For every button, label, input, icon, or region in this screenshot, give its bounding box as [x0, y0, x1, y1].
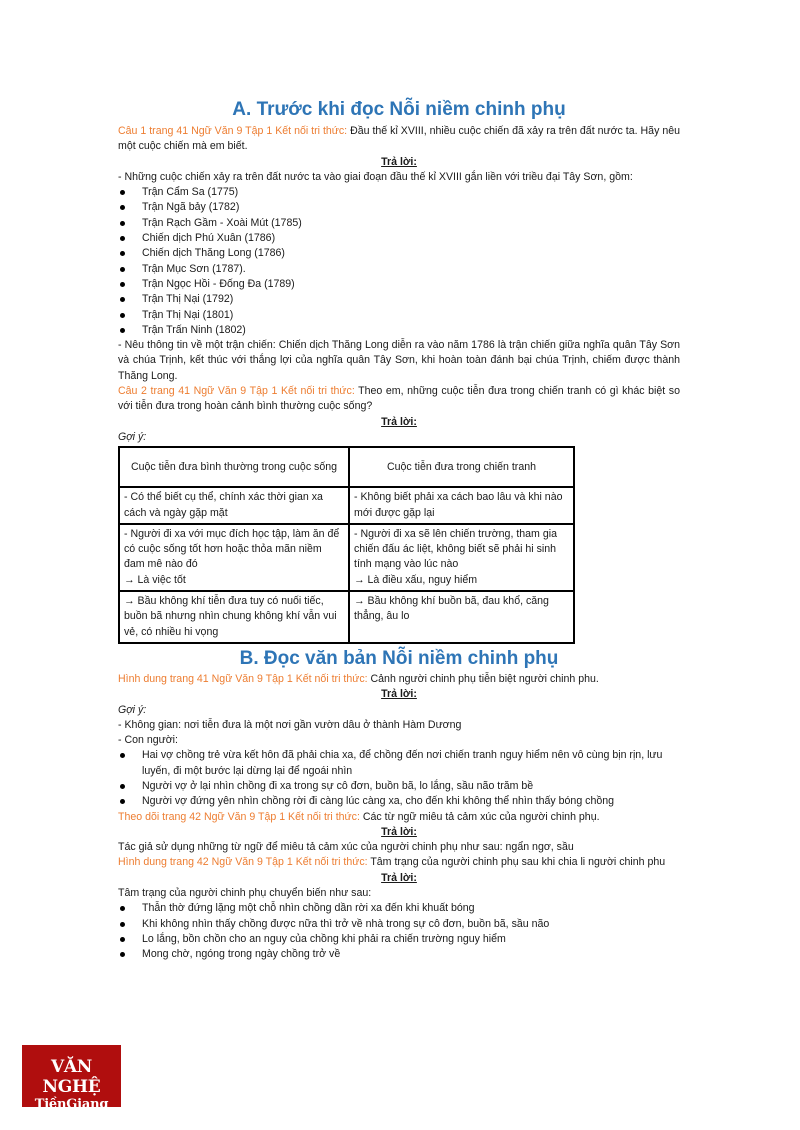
list-item: Hai vợ chồng trẻ vừa kết hôn đã phải chia xa, để chồng đến nơi chiến tranh nguy hiểm nên vô cùng bịn rịn, lưu luyến, đi một bước lại dừng lại để ngoái nhìn	[118, 748, 680, 779]
people-list	[118, 748, 680, 809]
question-2	[118, 384, 680, 415]
question-2-label: Câu 2 trang 41 Ngữ Văn 9 Tập 1 Kết nối tri thức:	[118, 385, 355, 398]
table-header: Cuộc tiễn đưa trong chiến tranh	[349, 447, 574, 487]
list-item: Trận Ngã bảy (1782)	[118, 200, 680, 215]
question-4-text: Các từ ngữ miêu tả cảm xúc của người chinh phụ.	[359, 810, 600, 823]
list-item: Khi không nhìn thấy chồng được nữa thì trở về nhà trong sự cô đơn, buồn bã, sầu não	[118, 917, 680, 932]
hint-label: Gợi ý:	[118, 703, 147, 716]
list-item: Trận Ngọc Hồi - Đống Đa (1789)	[118, 277, 680, 292]
section-b-title: B. Đọc văn bản Nỗi niềm chinh phụ	[239, 647, 559, 669]
hint-label: Gợi ý:	[118, 430, 147, 443]
question-3	[118, 672, 680, 687]
question-5	[118, 855, 680, 870]
answer-label: Trả lời:	[381, 825, 417, 838]
document-page	[118, 96, 680, 963]
list-item: Mong chờ, ngóng trong ngày chồng trở về	[118, 947, 680, 962]
table-header: Cuộc tiễn đưa bình thường trong cuộc sống	[119, 447, 349, 487]
logo	[22, 1045, 121, 1112]
answer-5-intro: Tâm trạng của người chinh phụ chuyển biến như sau:	[118, 887, 372, 900]
table-cell: - Người đi xa với mục đích học tập, làm ăn để có cuộc sống tốt hơn hoặc thỏa mãn niềm đam mê nào đó → Là việc tốt	[119, 524, 349, 591]
question-4-label: Theo dõi trang 42 Ngữ Văn 9 Tập 1 Kết nối tri thức:	[118, 810, 360, 823]
people-intro: - Con người:	[118, 734, 178, 747]
mood-list	[118, 901, 680, 962]
answer-4: Tác giả sử dụng những từ ngữ để miêu tả cảm xúc của người chinh phụ như sau: ngẩn ngơ, sầu	[118, 841, 574, 854]
table-cell: → Bầu không khí tiễn đưa tuy có nuối tiếc, buồn bã nhưng nhìn chung không khí vẫn vui vẻ, có nhiều hi vọng	[119, 591, 349, 643]
table-cell: - Không biết phải xa cách bao lâu và khi nào mới được gặp lại	[349, 487, 574, 524]
question-5-label: Hình dung trang 42 Ngữ Văn 9 Tập 1 Kết nối tri thức:	[118, 856, 368, 869]
answer-1-info: - Nêu thông tin về một trận chiến: Chiến dịch Thăng Long diễn ra vào năm 1786 là trận chiến giữa nghĩa quân Tây Sơn và chúa Trịnh, kết thúc với thắng lợi của nghĩa quân Tây Sơn, khi hoàn toàn đánh bại chúa Trịnh, chiếm được thành Thăng Long.	[118, 339, 680, 382]
logo-line-2: TiềnGiang	[34, 1097, 109, 1112]
list-item: Người vợ đứng yên nhìn chồng rời đi càng lúc càng xa, cho đến khi không thể nhìn thấy bóng chồng	[118, 794, 680, 809]
list-item: Chiến dịch Phú Xuân (1786)	[118, 231, 680, 246]
battle-list	[118, 185, 680, 338]
table-header-row	[119, 447, 574, 487]
list-item: Trận Trấn Ninh (1802)	[118, 323, 680, 338]
list-item: Chiến dịch Thăng Long (1786)	[118, 246, 680, 261]
table-row	[119, 591, 574, 643]
question-1-text: Đầu thế kỉ XVIII, nhiều cuộc chiến đã xảy ra trên đất nước ta. Hãy nêu một cuộc chiến mà em biết.	[118, 125, 680, 153]
table-row	[119, 487, 574, 524]
section-a-title: A. Trước khi đọc Nỗi niềm chinh phụ	[232, 99, 566, 120]
list-item: Trận Rạch Gầm - Xoài Mút (1785)	[118, 216, 680, 231]
answer-label: Trả lời:	[381, 688, 417, 701]
question-5-text: Tâm trạng của người chinh phụ sau khi chia li người chinh phu	[367, 856, 666, 869]
list-item: Trận Thị Nại (1792)	[118, 292, 680, 307]
list-item: Trận Cẩm Sa (1775)	[118, 185, 680, 200]
list-item: Trận Mục Sơn (1787).	[118, 262, 680, 277]
list-item: Lo lắng, bồn chồn cho an nguy của chồng khi phải ra chiến trường nguy hiểm	[118, 932, 680, 947]
comparison-table	[118, 446, 575, 644]
question-4	[118, 810, 680, 825]
question-1-label: Câu 1 trang 41 Ngữ Văn 9 Tập 1 Kết nối tri thức:	[118, 125, 348, 137]
answer-1-intro: - Những cuộc chiến xảy ra trên đất nước ta vào giai đoạn đầu thế kỉ XVIII gắn liền với triều đại Tây Sơn, gồm:	[118, 170, 633, 183]
question-1	[118, 124, 680, 155]
question-3-text: Cảnh người chinh phụ tiễn biệt người chinh phu.	[367, 672, 599, 685]
list-item: Người vợ ở lại nhìn chồng đi xa trong sự cô đơn, buồn bã, lo lắng, sầu não trăm bề	[118, 779, 680, 794]
answer-label: Trả lời:	[381, 155, 417, 168]
logo-line-1: VĂN NGHỆ	[42, 1057, 101, 1097]
table-row	[119, 524, 574, 591]
table-cell: - Người đi xa sẽ lên chiến trường, tham gia chiến đấu ác liệt, không biết sẽ phải hi sinh tính mạng vào lúc nào → Là điều xấu, nguy hiểm	[349, 524, 574, 591]
list-item: Trận Thị Nại (1801)	[118, 308, 680, 323]
question-2-text: Theo em, những cuộc tiễn đưa trong chiến tranh có gì khác biệt so với tiễn đưa trong hoàn cảnh bình thường cuộc sống?	[118, 385, 680, 413]
list-item: Thẫn thờ đứng lặng một chỗ nhìn chồng dần rời xa đến khi khuất bóng	[118, 901, 680, 916]
table-cell: - Có thể biết cụ thể, chính xác thời gian xa cách và ngày gặp mặt	[119, 487, 349, 524]
question-3-label: Hình dung trang 41 Ngữ Văn 9 Tập 1 Kết nối tri thức:	[118, 672, 368, 685]
space-description: - Không gian: nơi tiễn đưa là một nơi gần vườn dâu ở thành Hàm Dương	[118, 718, 462, 731]
answer-label: Trả lời:	[381, 871, 417, 884]
table-cell: → Bầu không khí buồn bã, đau khổ, căng thẳng, âu lo	[349, 591, 574, 643]
answer-label: Trả lời:	[381, 415, 417, 428]
